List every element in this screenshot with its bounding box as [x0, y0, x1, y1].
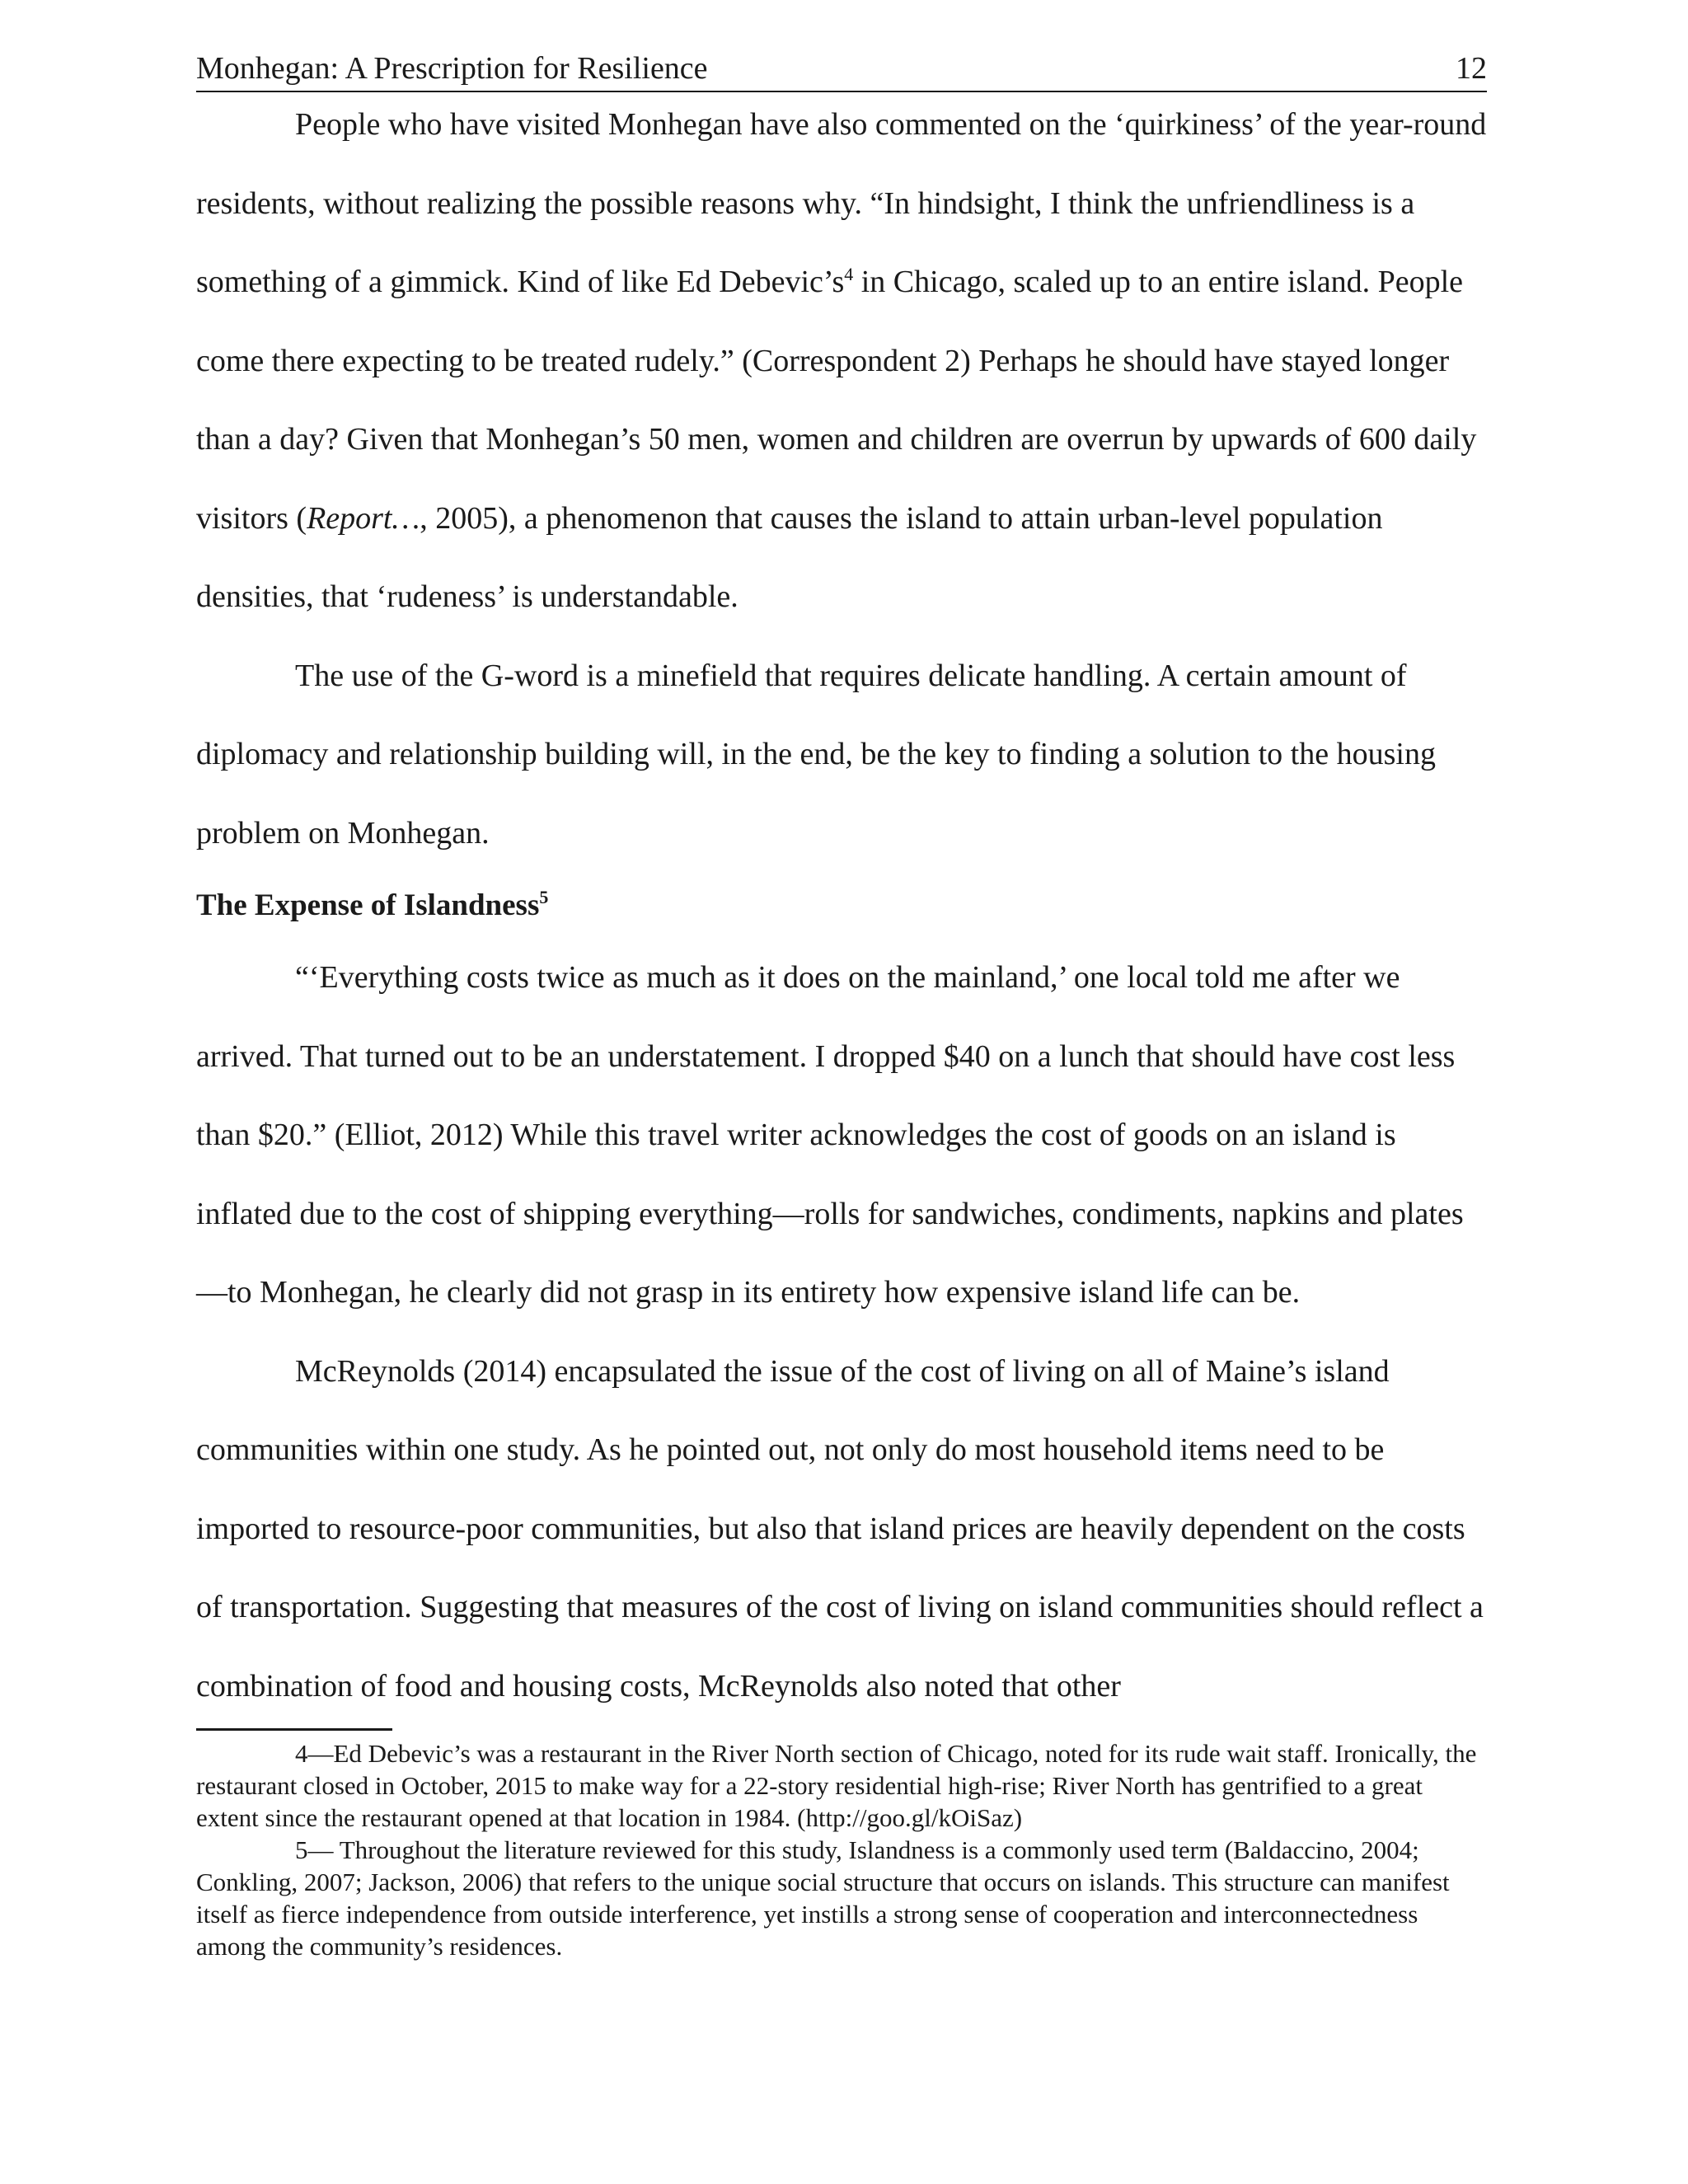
- footnote-4: 4—Ed Debevic’s was a restaurant in the River North section of Chicago, noted for its rude wait staff. Ironically, the restaurant closed in October, 2015 to make way for a 22-story residential high-rise; River North has gentrified to a great extent since the restaurant opened at that location in 1984. (http://goo.gl/kOiSaz): [196, 1739, 1477, 1832]
- footnotes: [196, 1737, 1487, 1962]
- paragraph-quirkiness: [196, 86, 1487, 637]
- page-number: 12: [1456, 51, 1487, 86]
- paragraph-g-word: The use of the G-word is a minefield that requires delicate handling. A certain amount of diplomacy and relationship building will, in the end, be the key to finding a solution to the housing problem on Monhegan.: [196, 658, 1436, 851]
- paragraph-everything-costs: “‘Everything costs twice as much as it does on the mainland,’ one local told me after we arrived. That turned out to be an understatement. I dropped $40 on a lunch that should have cost less than $20.” (Elliot, 2012) While this travel writer acknowledges the cost of goods on an island is inflated due to the cost of shipping everything—rolls for sandwiches, condiments, napkins and plates—to Monhegan, he clearly did not grasp in its entirety how expensive island life can be.: [196, 960, 1464, 1310]
- footnote-ref-5: 5: [539, 887, 549, 907]
- paragraph-quirkiness-text-c: , 2005), a phenomenon that causes the island to attain urban-level population densities, that ‘rudeness’ is understandable.: [196, 500, 1383, 614]
- body-text: [196, 86, 1487, 1726]
- footnote-divider: [196, 1728, 392, 1731]
- section-heading-text: The Expense of Islandness: [196, 888, 540, 922]
- section-heading: [196, 873, 1487, 939]
- paragraph-mcreynolds: McReynolds (2014) encapsulated the issue of the cost of living on all of Maine’s island communities within one study. As he pointed out, not only do most household items need to be imported to resource-poor communities, but also that island prices are heavily dependent on the costs of transportation. Suggesting that measures of the cost of living on island communities should reflect a combination of food and housing costs, McReynolds also noted that other: [196, 1353, 1484, 1704]
- footnote-5: 5— Throughout the literature reviewed for this study, Islandness is a commonly used term (Baldaccino, 2004; Conkling, 2007; Jackson, 2006) that refers to the unique social structure that occurs on islands. This structure can manifest itself as fierce independence from outside interference, yet instills a strong sense of cooperation and interconnectedness among the community’s residences.: [196, 1835, 1450, 1961]
- paragraph-quirkiness-text-b: in Chicago, scaled up to an entire island. People come there expecting to be treated rudely.” (Correspondent 2) Perhaps he should have stayed longer than a day? Given that Monhegan’s 50 men, women and children are overrun by upwards of 600 daily visitors (: [196, 265, 1477, 536]
- paragraph-quirkiness-text-a: People who have visited Monhegan have also commented on the ‘quirkiness’ of the year-round residents, without realizing the possible reasons why. “In hindsight, I think the unfriendliness is a something of a gimmick. Kind of like Ed Debevic’s: [196, 107, 1487, 299]
- footnote-ref-4: 4: [844, 264, 854, 284]
- running-head-title: Monhegan: A Prescription for Resilience: [196, 51, 708, 86]
- report-citation-italic: Report…: [307, 500, 420, 536]
